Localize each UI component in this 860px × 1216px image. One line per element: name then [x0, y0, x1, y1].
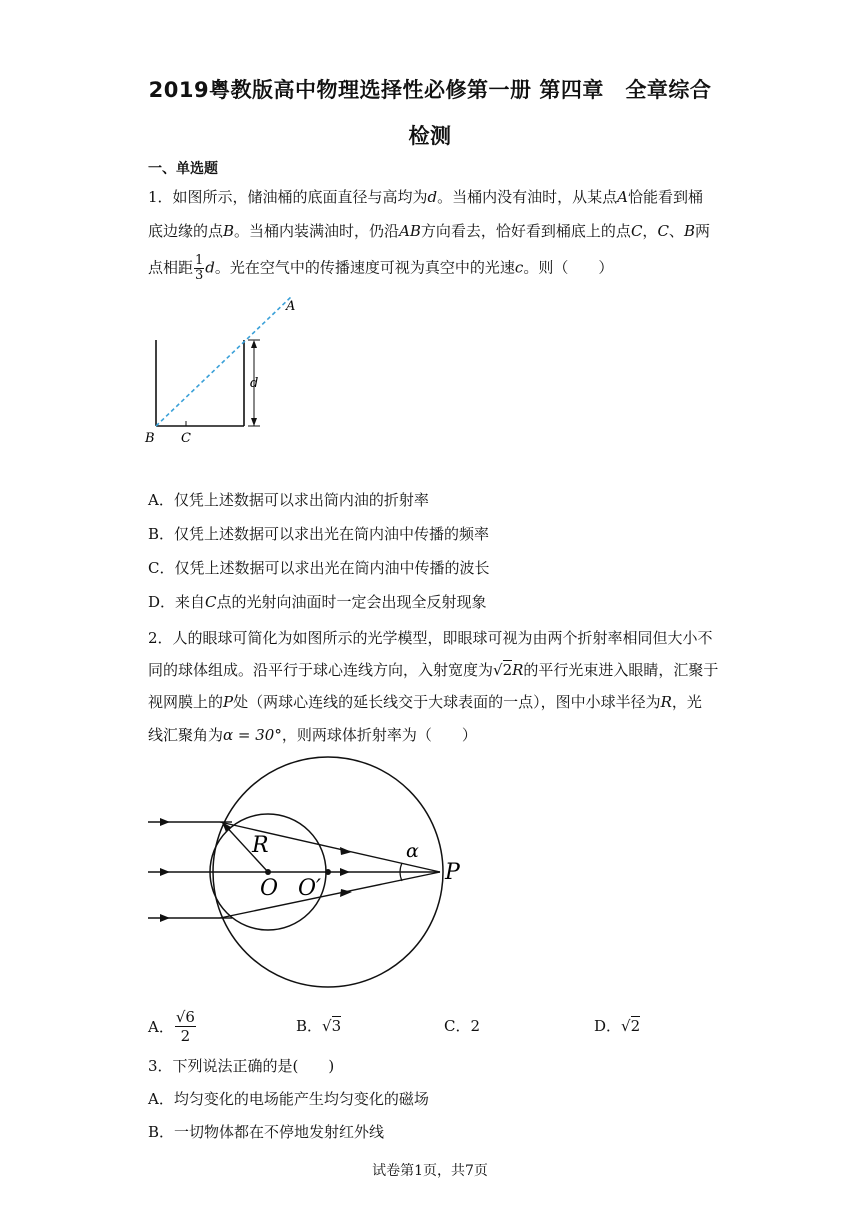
q1-text: 。当桶内装满油时，仍沿: [234, 222, 400, 240]
q1-oil-tank-figure: [140, 288, 310, 448]
arrow-ray-middle: [340, 868, 350, 876]
sqrt6-over-2: [175, 1008, 196, 1045]
q1-option-c[interactable]: C．仅凭上述数据可以求出光在筒内油中传播的波长: [148, 559, 490, 577]
q2-text: ，则两球体折射率为（ ）: [281, 726, 477, 744]
dim-arrow-down: [251, 418, 257, 426]
q1-text: 恰能看到桶: [628, 188, 704, 206]
q3-stem: 3．下列说法正确的是( ): [148, 1057, 335, 1075]
sqrt-radicand: 3: [331, 1017, 342, 1035]
var-a: A: [617, 188, 629, 206]
q1-text: 。则（ ）: [523, 258, 614, 277]
fraction-one-third: [194, 254, 204, 283]
q1-text: 两: [694, 222, 710, 240]
q1-text: 方向看去，恰好看到桶底上的点: [420, 222, 631, 240]
frac-denominator: 2: [180, 1027, 191, 1045]
q3-option-b[interactable]: B．一切物体都在不停地发射红外线: [148, 1123, 385, 1141]
sqrt-radicand: 2: [630, 1017, 641, 1035]
var-r: R: [660, 693, 672, 711]
label-c: C: [181, 431, 191, 446]
q3-option-a[interactable]: A．均匀变化的电场能产生均匀变化的磁场: [148, 1090, 429, 1108]
q2-text: ，光: [671, 693, 702, 711]
var-b: B: [683, 222, 695, 240]
var-r: R: [512, 661, 524, 679]
sqrt2r-expression: √2R: [493, 661, 524, 679]
sqrt-radicand: 2: [502, 661, 513, 679]
q1-line1: [148, 186, 703, 207]
q1-optd-text: 点的光射向油面时一定会出现全反射现象: [216, 593, 487, 611]
var-c: C: [657, 222, 669, 240]
q2-line4: [148, 724, 477, 745]
q1-text: 。当桶内没有油时，从某点: [437, 188, 618, 206]
var-c: C: [630, 222, 643, 240]
arrow-top: [160, 818, 170, 826]
q2-option-c[interactable]: C．2: [444, 1017, 481, 1035]
fig-label-alpha: α: [406, 840, 419, 862]
q1-text: 底边缘的点: [148, 222, 224, 240]
q1-option-d[interactable]: [148, 591, 487, 612]
q2-line3: [148, 691, 702, 712]
q1-text: 。光在空气中的传播速度可视为真空中的光速: [214, 258, 515, 277]
var-c: C: [205, 593, 217, 611]
sight-line-ab: [156, 296, 292, 426]
q1-line3: [148, 254, 613, 283]
q1-text: 1．如图所示，储油桶的底面直径与高均为: [148, 188, 428, 206]
q2-text: 视网膜上的: [148, 693, 224, 711]
document-title-line1: 2019粤教版高中物理选择性必修第一册 第四章 全章综合: [148, 78, 712, 102]
q2-line2: [148, 659, 718, 680]
option-a-label: A．: [148, 1018, 174, 1036]
frac-numerator: 1: [195, 253, 204, 268]
q1-text: 点相距: [148, 258, 194, 277]
q1-option-b[interactable]: B．仅凭上述数据可以求出光在筒内油中传播的频率: [148, 525, 490, 543]
alpha-expression: α = 30°: [223, 726, 282, 744]
q2-eye-model-figure: [140, 752, 480, 997]
q1-optd-text: D．来自: [148, 593, 206, 611]
arrow-bottom: [160, 914, 170, 922]
q2-option-d[interactable]: D．√2: [594, 1017, 641, 1035]
var-b: B: [223, 222, 235, 240]
fig-label-o: O: [260, 876, 279, 901]
var-ab: AB: [399, 222, 421, 240]
q2-text: 同的球体组成。沿平行于球心连线方向，入射宽度为: [148, 661, 494, 679]
center-o2-dot: [325, 869, 331, 875]
arrow-middle: [160, 868, 170, 876]
frac-denominator: 3: [195, 268, 204, 283]
label-d: d: [250, 376, 259, 391]
section-heading: 一、单选题: [148, 161, 218, 177]
q2-option-b[interactable]: B．√3: [296, 1017, 342, 1035]
q1-option-a[interactable]: A．仅凭上述数据可以求出筒内油的折射率: [148, 491, 429, 509]
frac-numerator: √6: [175, 1008, 195, 1026]
fig-label-r: R: [252, 833, 269, 858]
q2-line1: 2．人的眼球可简化为如图所示的光学模型，即眼球可视为由两个折射率相同但大小不: [148, 629, 713, 647]
q1-text: ，: [642, 222, 658, 240]
option-d-label: D．: [594, 1017, 622, 1035]
label-a: A: [286, 299, 296, 314]
var-d: d: [205, 258, 215, 277]
q1-line2: [148, 220, 710, 241]
label-b: B: [145, 431, 155, 446]
var-light-speed: c: [514, 258, 524, 277]
dim-arrow-up: [251, 340, 257, 348]
var-p: P: [223, 693, 234, 711]
document-title-line2: 检测: [408, 124, 452, 148]
q2-option-a[interactable]: [148, 1008, 197, 1045]
q2-text: 处（两球心连线的延长线交于大球表面的一点），图中小球半径为: [233, 693, 661, 711]
fig-label-o-prime: O′: [298, 876, 322, 901]
option-b-label: B．: [296, 1017, 323, 1035]
page-footer: 试卷第1页，共7页: [372, 1163, 488, 1179]
var-d: d: [427, 188, 438, 206]
center-o-dot: [265, 869, 271, 875]
refracted-ray-bottom-1: [220, 872, 440, 918]
q2-text: 的平行光束进入眼睛，汇聚于: [523, 661, 719, 679]
q2-text: 线汇聚角为: [148, 726, 224, 744]
q1-text: 、: [668, 222, 684, 240]
fig-label-p: P: [445, 860, 460, 885]
